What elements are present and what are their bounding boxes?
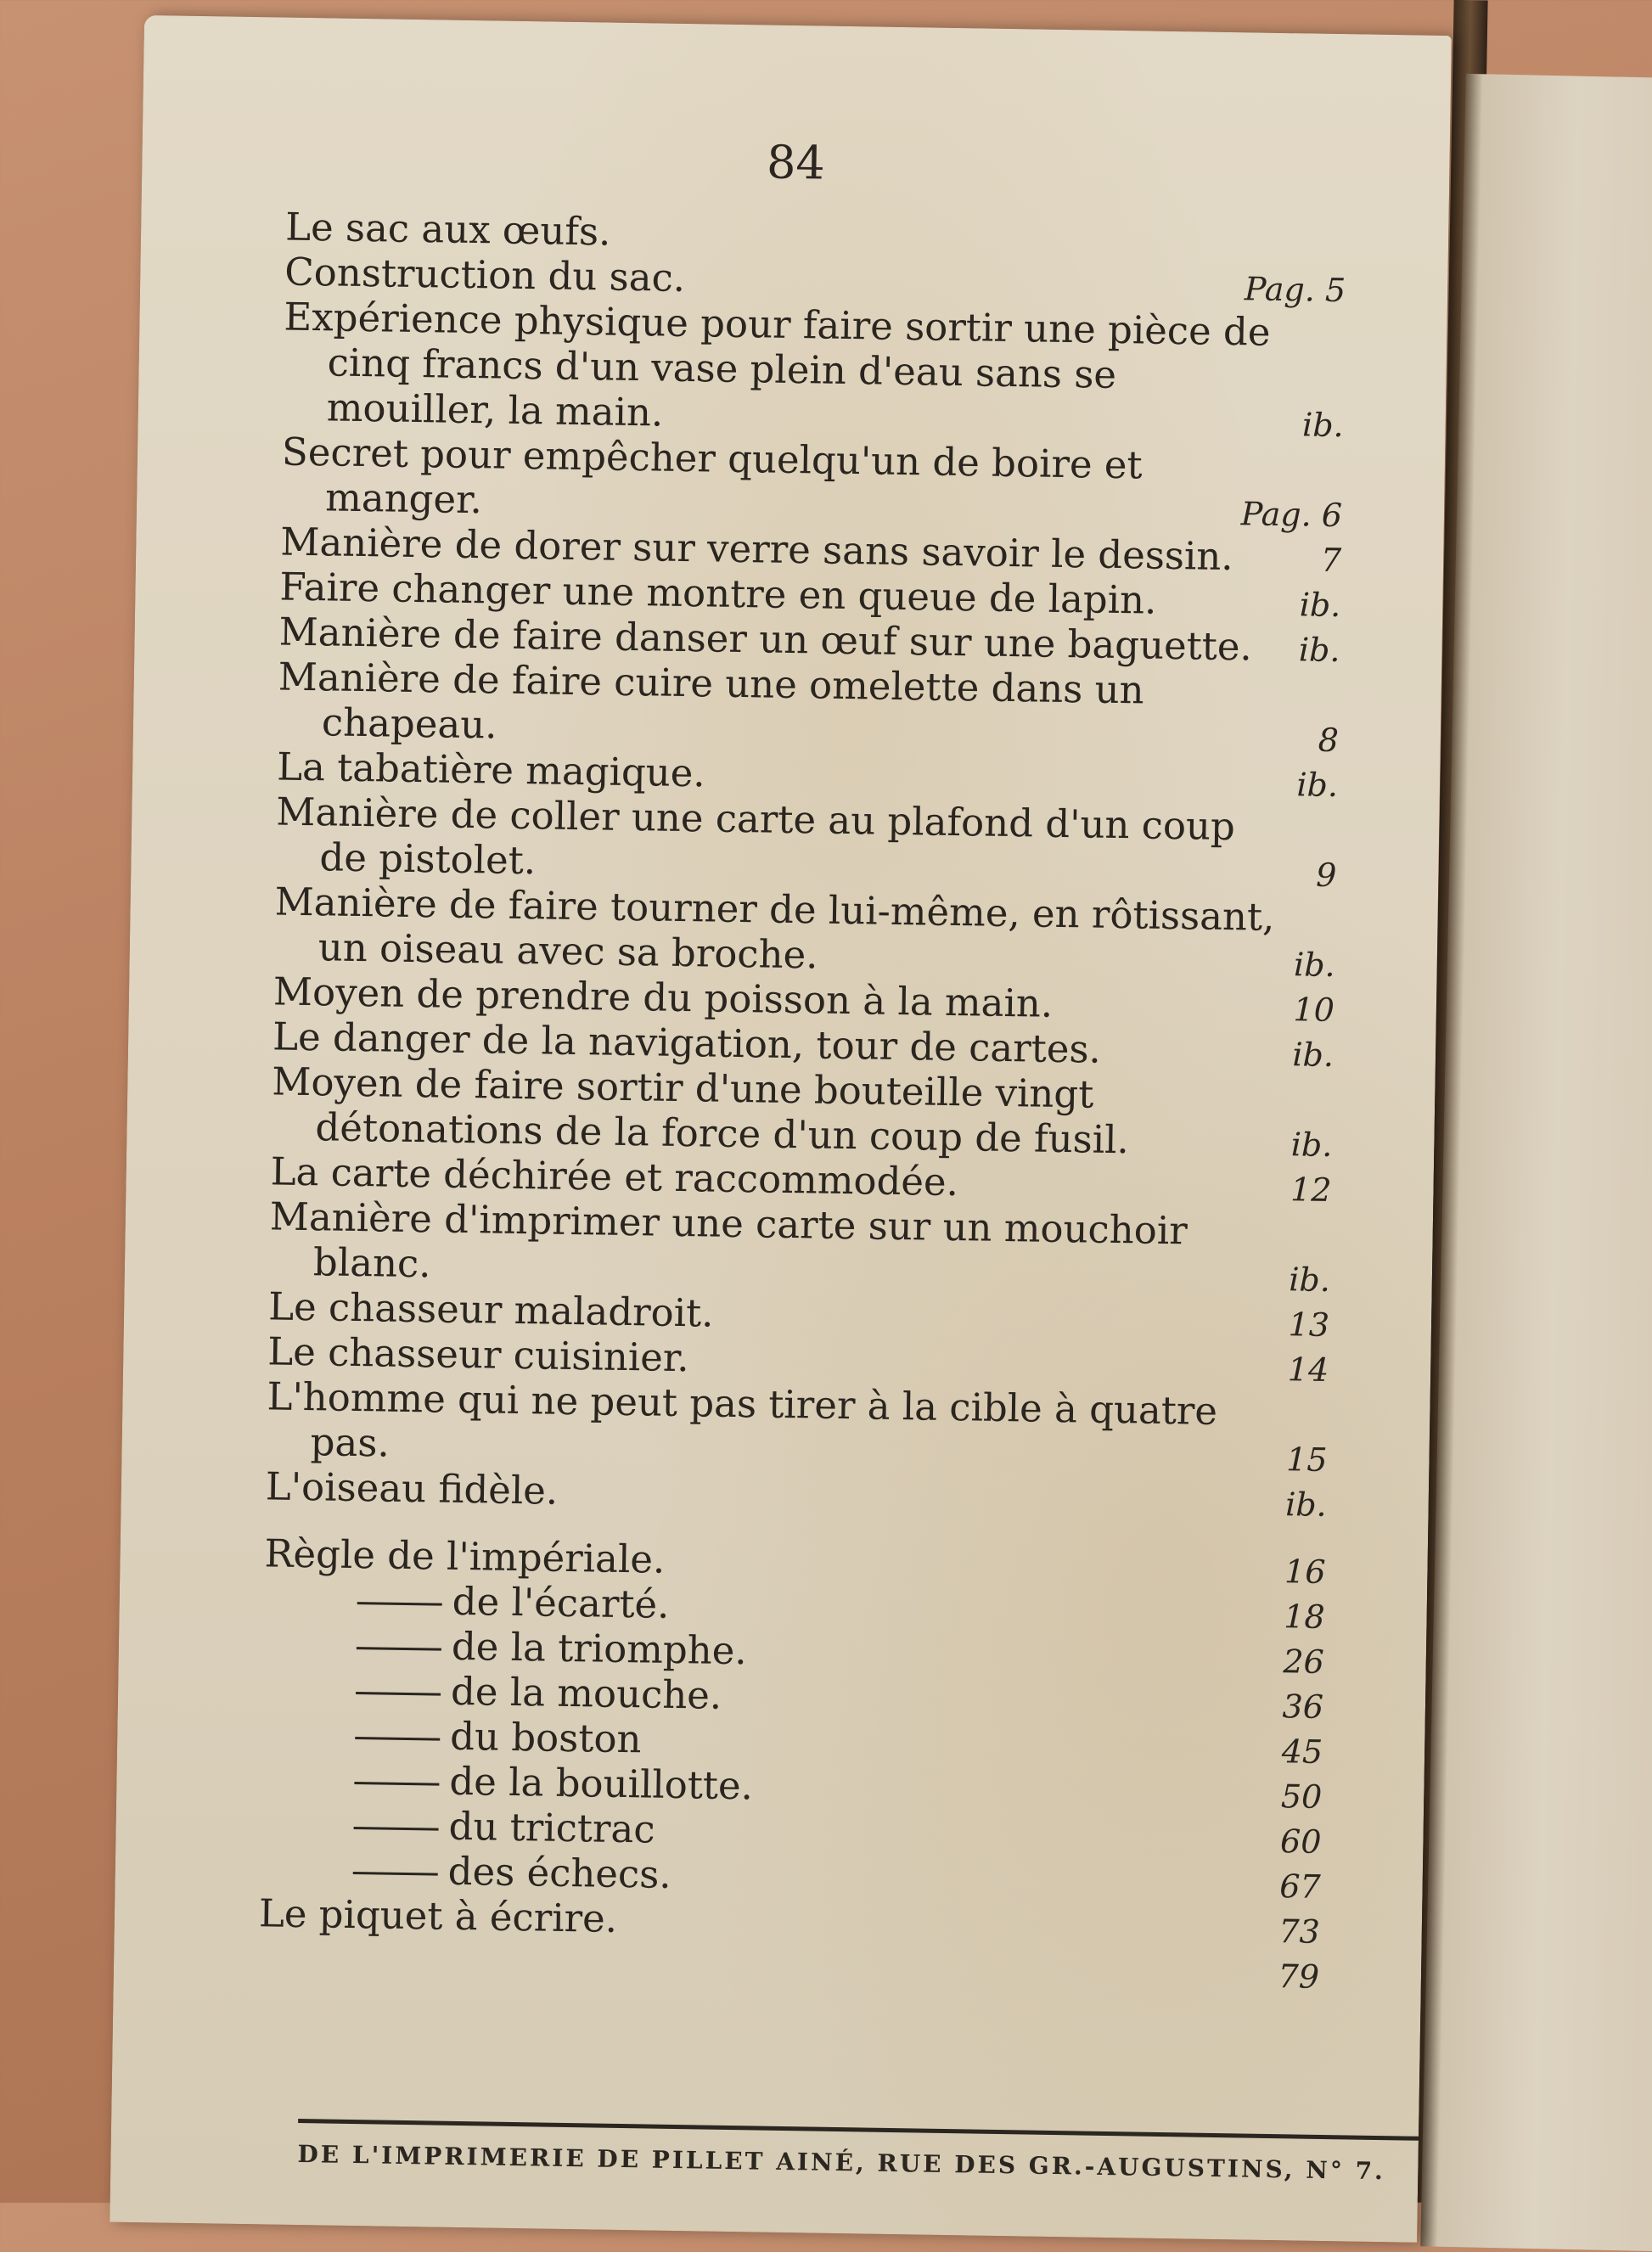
printer-imprint: DE L'IMPRIMERIE DE PILLET AINÉ, RUE DES GR.-AUGUSTINS, N° 7. [297, 2140, 1386, 2186]
footer-rule [298, 2119, 1419, 2141]
entry-text: Expérience physique pour faire sortir une pièce de cinq francs d'un vase plein d'eau sans se mouiller, la main. [284, 294, 1271, 435]
toc-entry [269, 1193, 1332, 1300]
entry-text: Construction du sac. [284, 249, 686, 300]
sub-entry-label: du trictrac [448, 1803, 655, 1852]
entry-text: Secret pour empêcher quelqu'un de boire et manger. [281, 429, 1143, 523]
entry-text: Le chasseur cuisinier. [267, 1328, 690, 1381]
sub-entry-label: de l'écarté. [452, 1578, 670, 1627]
entry-page: ib. [1284, 1485, 1328, 1524]
entry-text: L'homme qui ne peut pas tirer à la cible à quatre pas. [267, 1373, 1218, 1466]
page-number: 84 [766, 135, 826, 190]
entry-page: 13 [1288, 1306, 1330, 1345]
ditto-dash [354, 1827, 439, 1831]
toc-entry [278, 654, 1340, 761]
sub-entry-label: de la mouche. [450, 1668, 722, 1718]
entry-text: Moyen de faire sortir d'une bouteille vingt détonations de la force d'un coup de fusil. [271, 1059, 1130, 1163]
entry-text: Le danger de la navigation, tour de cartes. [272, 1014, 1102, 1072]
entry-text: Faire changer une montre en queue de lapin. [279, 564, 1157, 623]
toc-entry [275, 789, 1338, 896]
entry-page: 14 [1287, 1351, 1329, 1390]
table-of-contents [258, 205, 1347, 1997]
toc-entry [273, 879, 1336, 986]
book-page [110, 15, 1452, 2243]
entry-page: ib. [1298, 631, 1340, 670]
entry-text: La tabatière magique. [276, 744, 706, 796]
entry-text: Le sac aux œufs. [284, 204, 611, 255]
ditto-dash [357, 1602, 442, 1606]
ditto-dash [354, 1782, 439, 1786]
toc-entry [282, 295, 1345, 446]
entry-page: 73 [1278, 1912, 1321, 1951]
entry-page: Pag. 5 [1244, 270, 1346, 310]
ditto-dash [355, 1737, 440, 1741]
sub-entry-label: du boston [449, 1713, 642, 1762]
entry-page: 50 [1280, 1777, 1323, 1816]
entry-text: Le piquet à écrire. [258, 1890, 618, 1941]
entry-text: L'oiseau fidèle. [265, 1463, 559, 1514]
ditto-dash [356, 1692, 441, 1696]
entry-text: Manière de dorer sur verre sans savoir le dessin. [279, 519, 1234, 580]
ditto-dash [353, 1872, 438, 1876]
entry-page: 60 [1279, 1822, 1322, 1861]
entry-page: 9 [1315, 856, 1337, 895]
entry-text: Manière de faire danser un œuf sur une baguette. [278, 609, 1253, 670]
entry-page: Pag. 6 [1240, 495, 1343, 535]
entry-page: 12 [1290, 1171, 1332, 1210]
entry-page: ib. [1288, 1261, 1331, 1300]
sub-entry-label: de la triomphe. [451, 1623, 748, 1674]
toc-entry [281, 430, 1344, 536]
entry-text: Manière de coller une carte au plafond d'un coup de pistolet. [275, 789, 1236, 884]
entry-text: Moyen de prendre du poisson à la main. [273, 969, 1054, 1026]
ditto-dash [357, 1647, 441, 1651]
entry-page: ib. [1296, 766, 1339, 805]
entry-page: 79 [1278, 1957, 1320, 1996]
entry-text: La carte déchirée et raccommodée. [270, 1148, 959, 1205]
entry-text: Le chasseur maladroit. [267, 1283, 714, 1336]
entry-page: 26 [1283, 1643, 1325, 1681]
toc-entry [271, 1059, 1334, 1165]
entry-text: Règle de l'impériale. [264, 1530, 666, 1582]
entry-page: ib. [1299, 586, 1341, 625]
entry-page: 36 [1282, 1688, 1324, 1726]
entry-page: ib. [1292, 1036, 1335, 1075]
sub-entry-label: de la bouillotte. [449, 1758, 754, 1809]
entry-text: Manière de faire cuire une omelette dans un chapeau. [278, 654, 1145, 748]
entry-page: ib. [1293, 946, 1336, 985]
entry-page: 18 [1283, 1598, 1325, 1636]
entry-page: 45 [1281, 1733, 1323, 1771]
entry-page: 8 [1318, 721, 1340, 760]
toc-entry [266, 1373, 1329, 1480]
entry-page: ib. [1290, 1126, 1333, 1165]
entry-page: 15 [1285, 1440, 1328, 1479]
entry-page: 16 [1284, 1553, 1326, 1591]
entry-text: Manière d'imprimer une carte sur un mouchoir blanc. [269, 1193, 1188, 1287]
entry-page: 7 [1320, 541, 1342, 580]
entry-page: 67 [1278, 1867, 1321, 1906]
sub-entry-label: des échecs. [447, 1848, 672, 1897]
entry-page: ib. [1301, 406, 1345, 445]
entry-text: Manière de faire tourner de lui-même, en rôtissant, un oiseau avec sa broche. [274, 879, 1275, 978]
entry-page: 10 [1293, 991, 1335, 1030]
